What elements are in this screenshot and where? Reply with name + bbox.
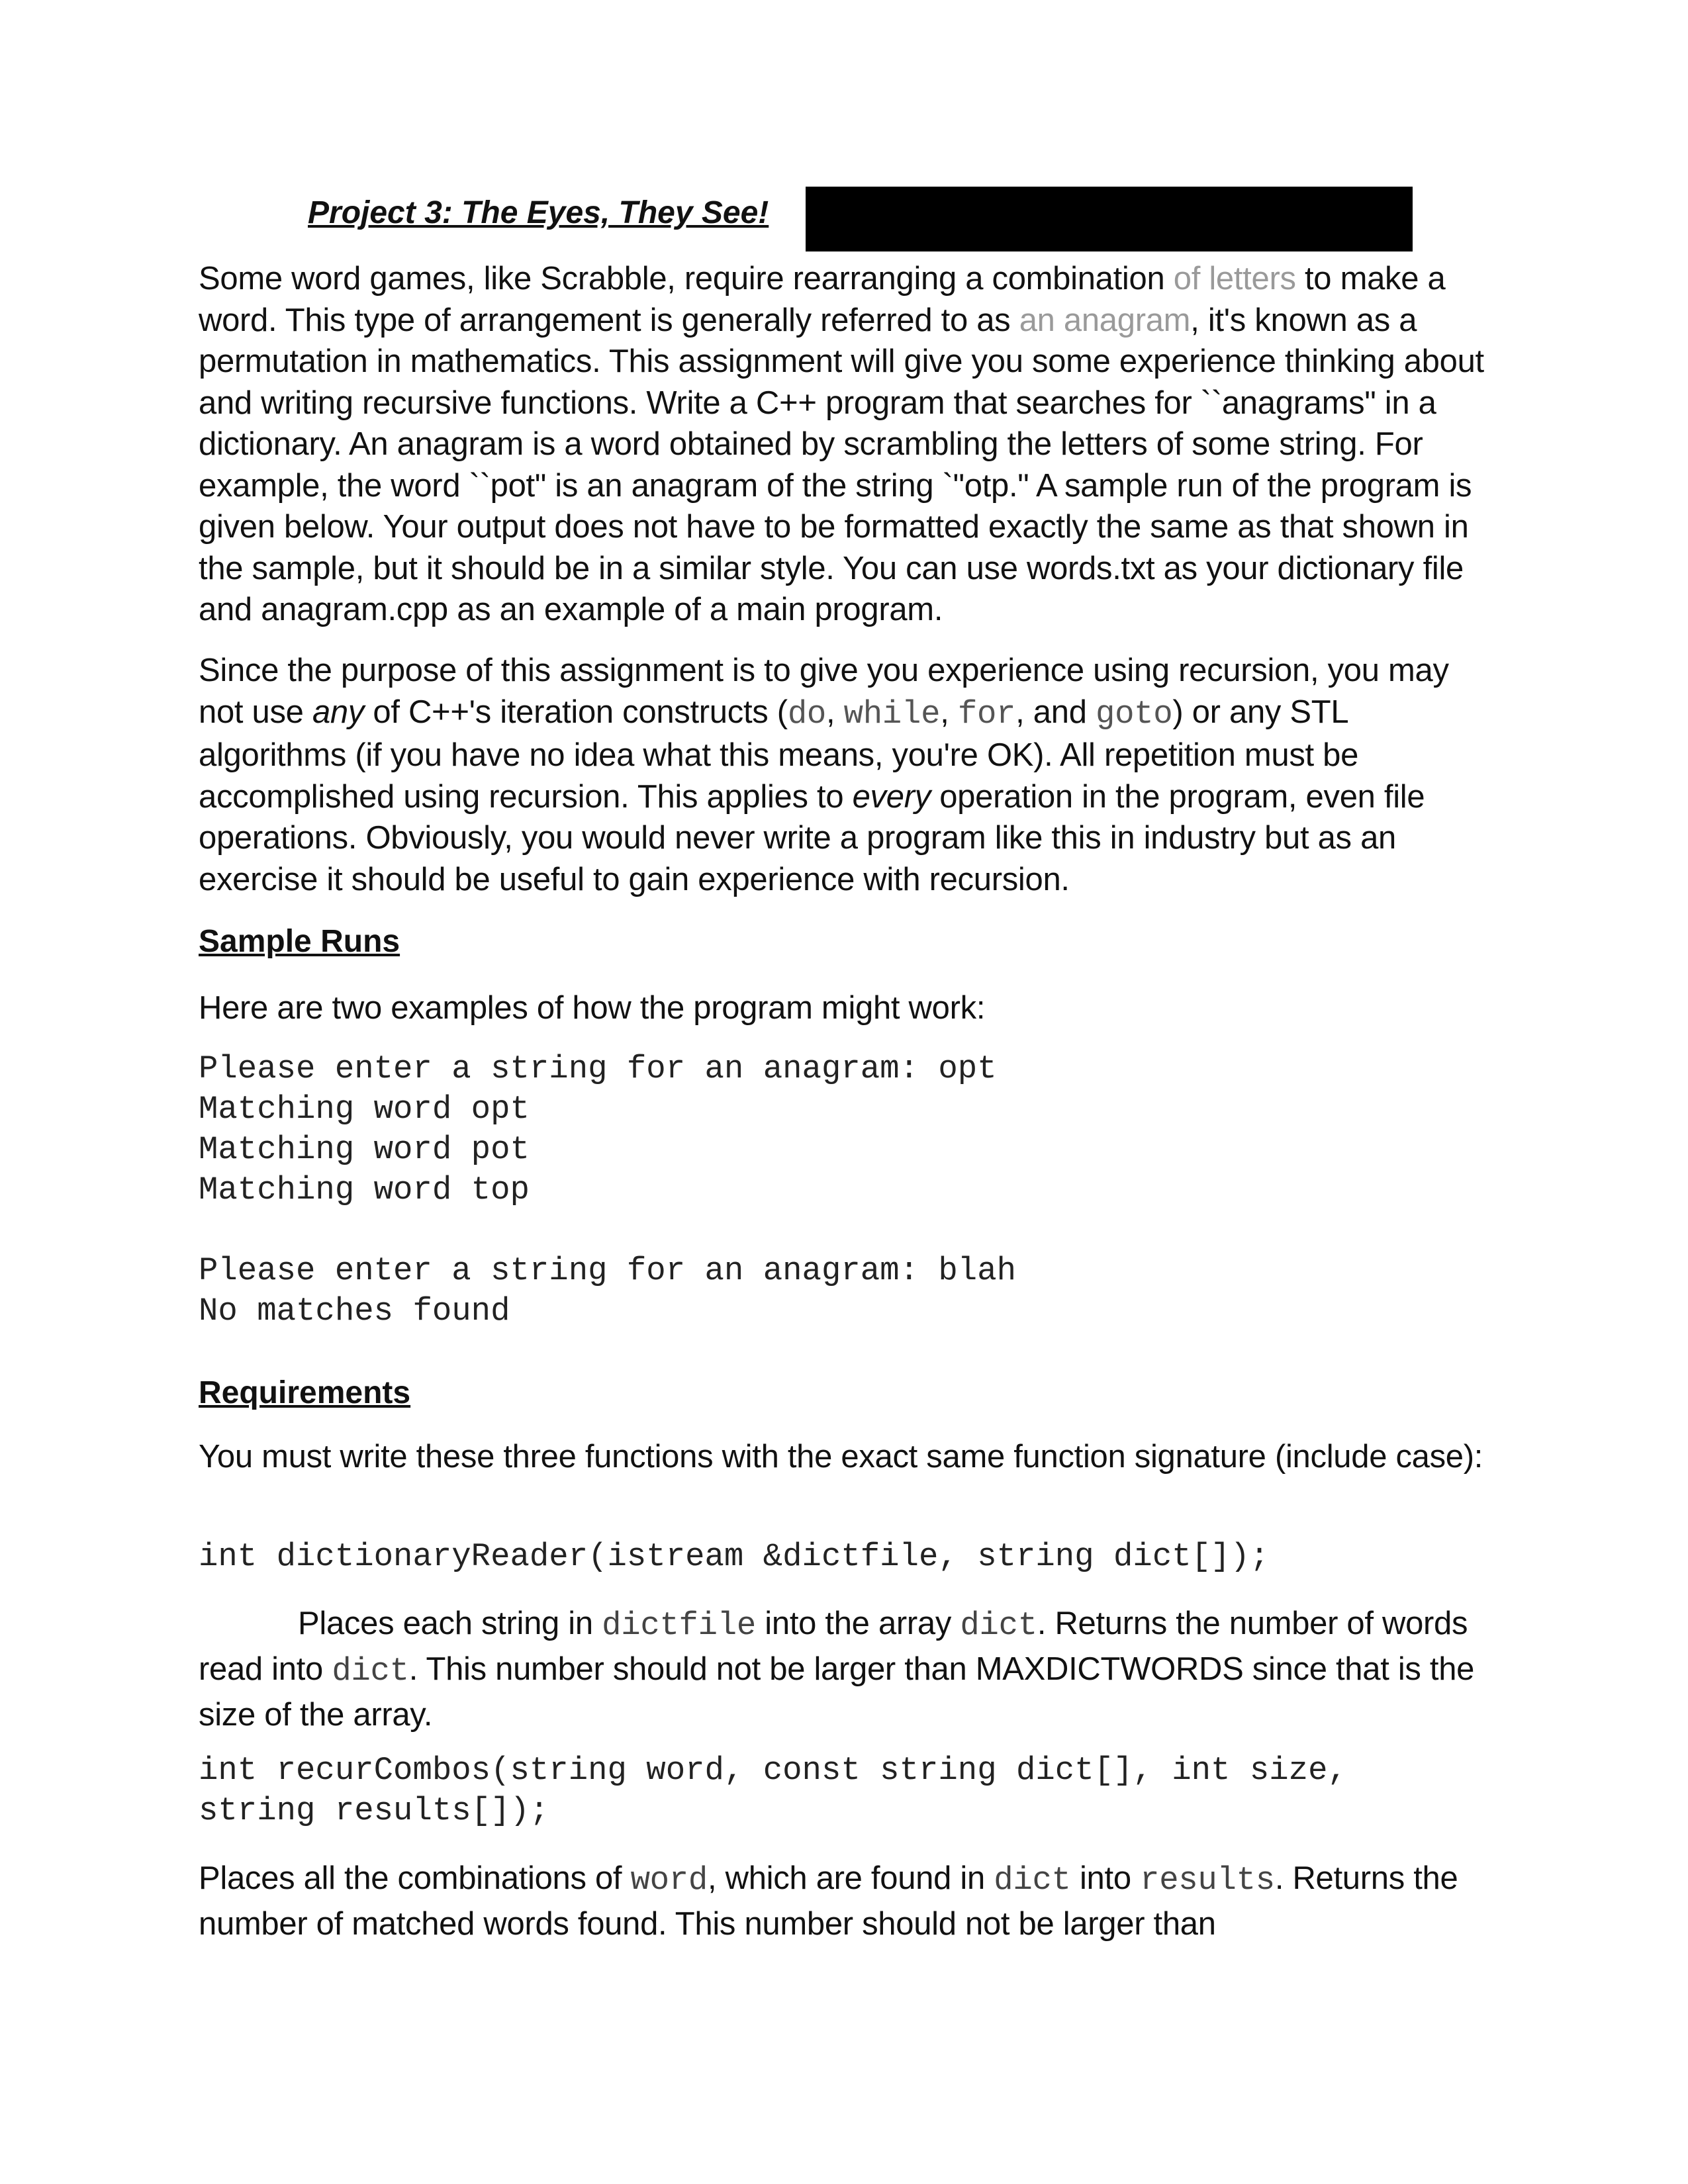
desc2-code-word: word [630,1862,708,1899]
requirements-intro-text: You must write these three functions with the exact same function signature (include case): [199,1439,1483,1475]
intro-faded-2: an anagram [1019,302,1191,338]
desc2-code-results: results [1140,1862,1275,1899]
run1-line: Matching word top [199,1171,530,1208]
recursion-sep-1: , [826,694,844,730]
dictionary-reader-signature: int dictionaryReader(istream &dictfile, string dict[]); [199,1538,1270,1575]
page-title: Project 3: The Eyes, They See! [308,195,769,230]
desc1-code-dictfile: dictfile [602,1607,756,1644]
recursion-text-4: operation in the program, even file operations. Obviously, you would never write a program like this in industry but as an exercise it should be useful to gain experience with recursion. [199,778,1425,897]
requirements-intro [199,1436,1496,1478]
recursion-sep-3: , and [1015,694,1096,730]
desc1-text-4: . This number should not be larger than MAXDICTWORDS since that is the size of the array. [199,1651,1475,1733]
sample-run-2 [199,1251,1496,1332]
requirements-heading [199,1375,1496,1411]
signature-2 [199,1751,1496,1831]
recursion-sep-2: , [940,694,958,730]
desc1-text-3: . Returns the number of words read into [199,1606,1468,1687]
intro-faded-1: of letters [1173,261,1296,296]
desc2-text-1: Places all the combinations of [199,1860,631,1896]
code-do: do [787,695,827,733]
desc1-text-1: Places each string in [298,1606,602,1641]
recur-combos-signature-line-1: int recurCombos(string word, const string dict[], int size, [199,1752,1347,1789]
code-while: while [843,695,941,733]
run2-line: No matches found [199,1293,510,1330]
recursion-paragraph [199,650,1496,900]
desc1-code-dict: dict [960,1607,1037,1644]
intro-text-3: , it's known as a permutation in mathematics. This assignment will give you some experience thinking about and writing recursive functions. Write a C++ program that searches for ``anagrams" in a dictionary. An anagram is a word obtained by scrambling the letters of some string. For example, the word ``pot" is an anagram of the string `"otp." A sample run of the program is given below. Your output does not have to be formatted exactly the same as that shown in the sample, but it should be in a similar style. You can use words.txt as your dictionary file and anagram.cpp as an example of a main program. [199,302,1484,627]
sample-runs-intro [199,987,1496,1029]
code-goto: goto [1095,695,1173,733]
sample-runs-title: Sample Runs [199,924,400,959]
sample-runs-intro-text: Here are two examples of how the program might work: [199,990,986,1026]
run1-line: Matching word opt [199,1091,530,1128]
desc1-code-dict-2: dict [332,1653,409,1690]
signature-1 [199,1537,1496,1577]
sample-run-1 [199,1049,1496,1210]
redaction-bar [806,187,1413,251]
desc1-text-2: into the array [755,1606,961,1641]
desc2-text-2: , which are found in [707,1860,994,1896]
description-1 [199,1602,1496,1737]
desc2-text-3: into [1070,1860,1141,1896]
recursion-any: any [312,694,365,730]
intro-paragraph [199,258,1496,631]
recursion-text-1: Since the purpose of this assignment is to give you experience using recursion, you may not use [199,653,1449,730]
description-2 [199,1856,1496,1946]
code-for: for [957,695,1016,733]
desc2-code-dict: dict [994,1862,1071,1899]
run1-line: Please enter a string for an anagram: opt [199,1050,997,1087]
intro-text-2: to make a word. This type of arrangement is generally referred to as [199,261,1446,338]
sample-runs-heading [199,923,1496,960]
recur-combos-signature-line-2: string results[]); [199,1792,549,1829]
run2-line: Please enter a string for an anagram: blah [199,1252,1017,1289]
run1-line: Matching word pot [199,1131,530,1168]
recursion-every: every [852,778,931,815]
recursion-text-2: of C++'s iteration constructs ( [364,694,788,730]
requirements-title: Requirements [199,1375,411,1410]
desc2-text-4: . Returns the number of matched words found. This number should not be larger than [199,1860,1458,1942]
intro-text-1: Some word games, like Scrabble, require rearranging a combination [199,261,1174,296]
recursion-text-3: ) or any STL algorithms (if you have no idea what this means, you're OK). All repetition must be accomplished using recursion. This applies to [199,694,1359,815]
